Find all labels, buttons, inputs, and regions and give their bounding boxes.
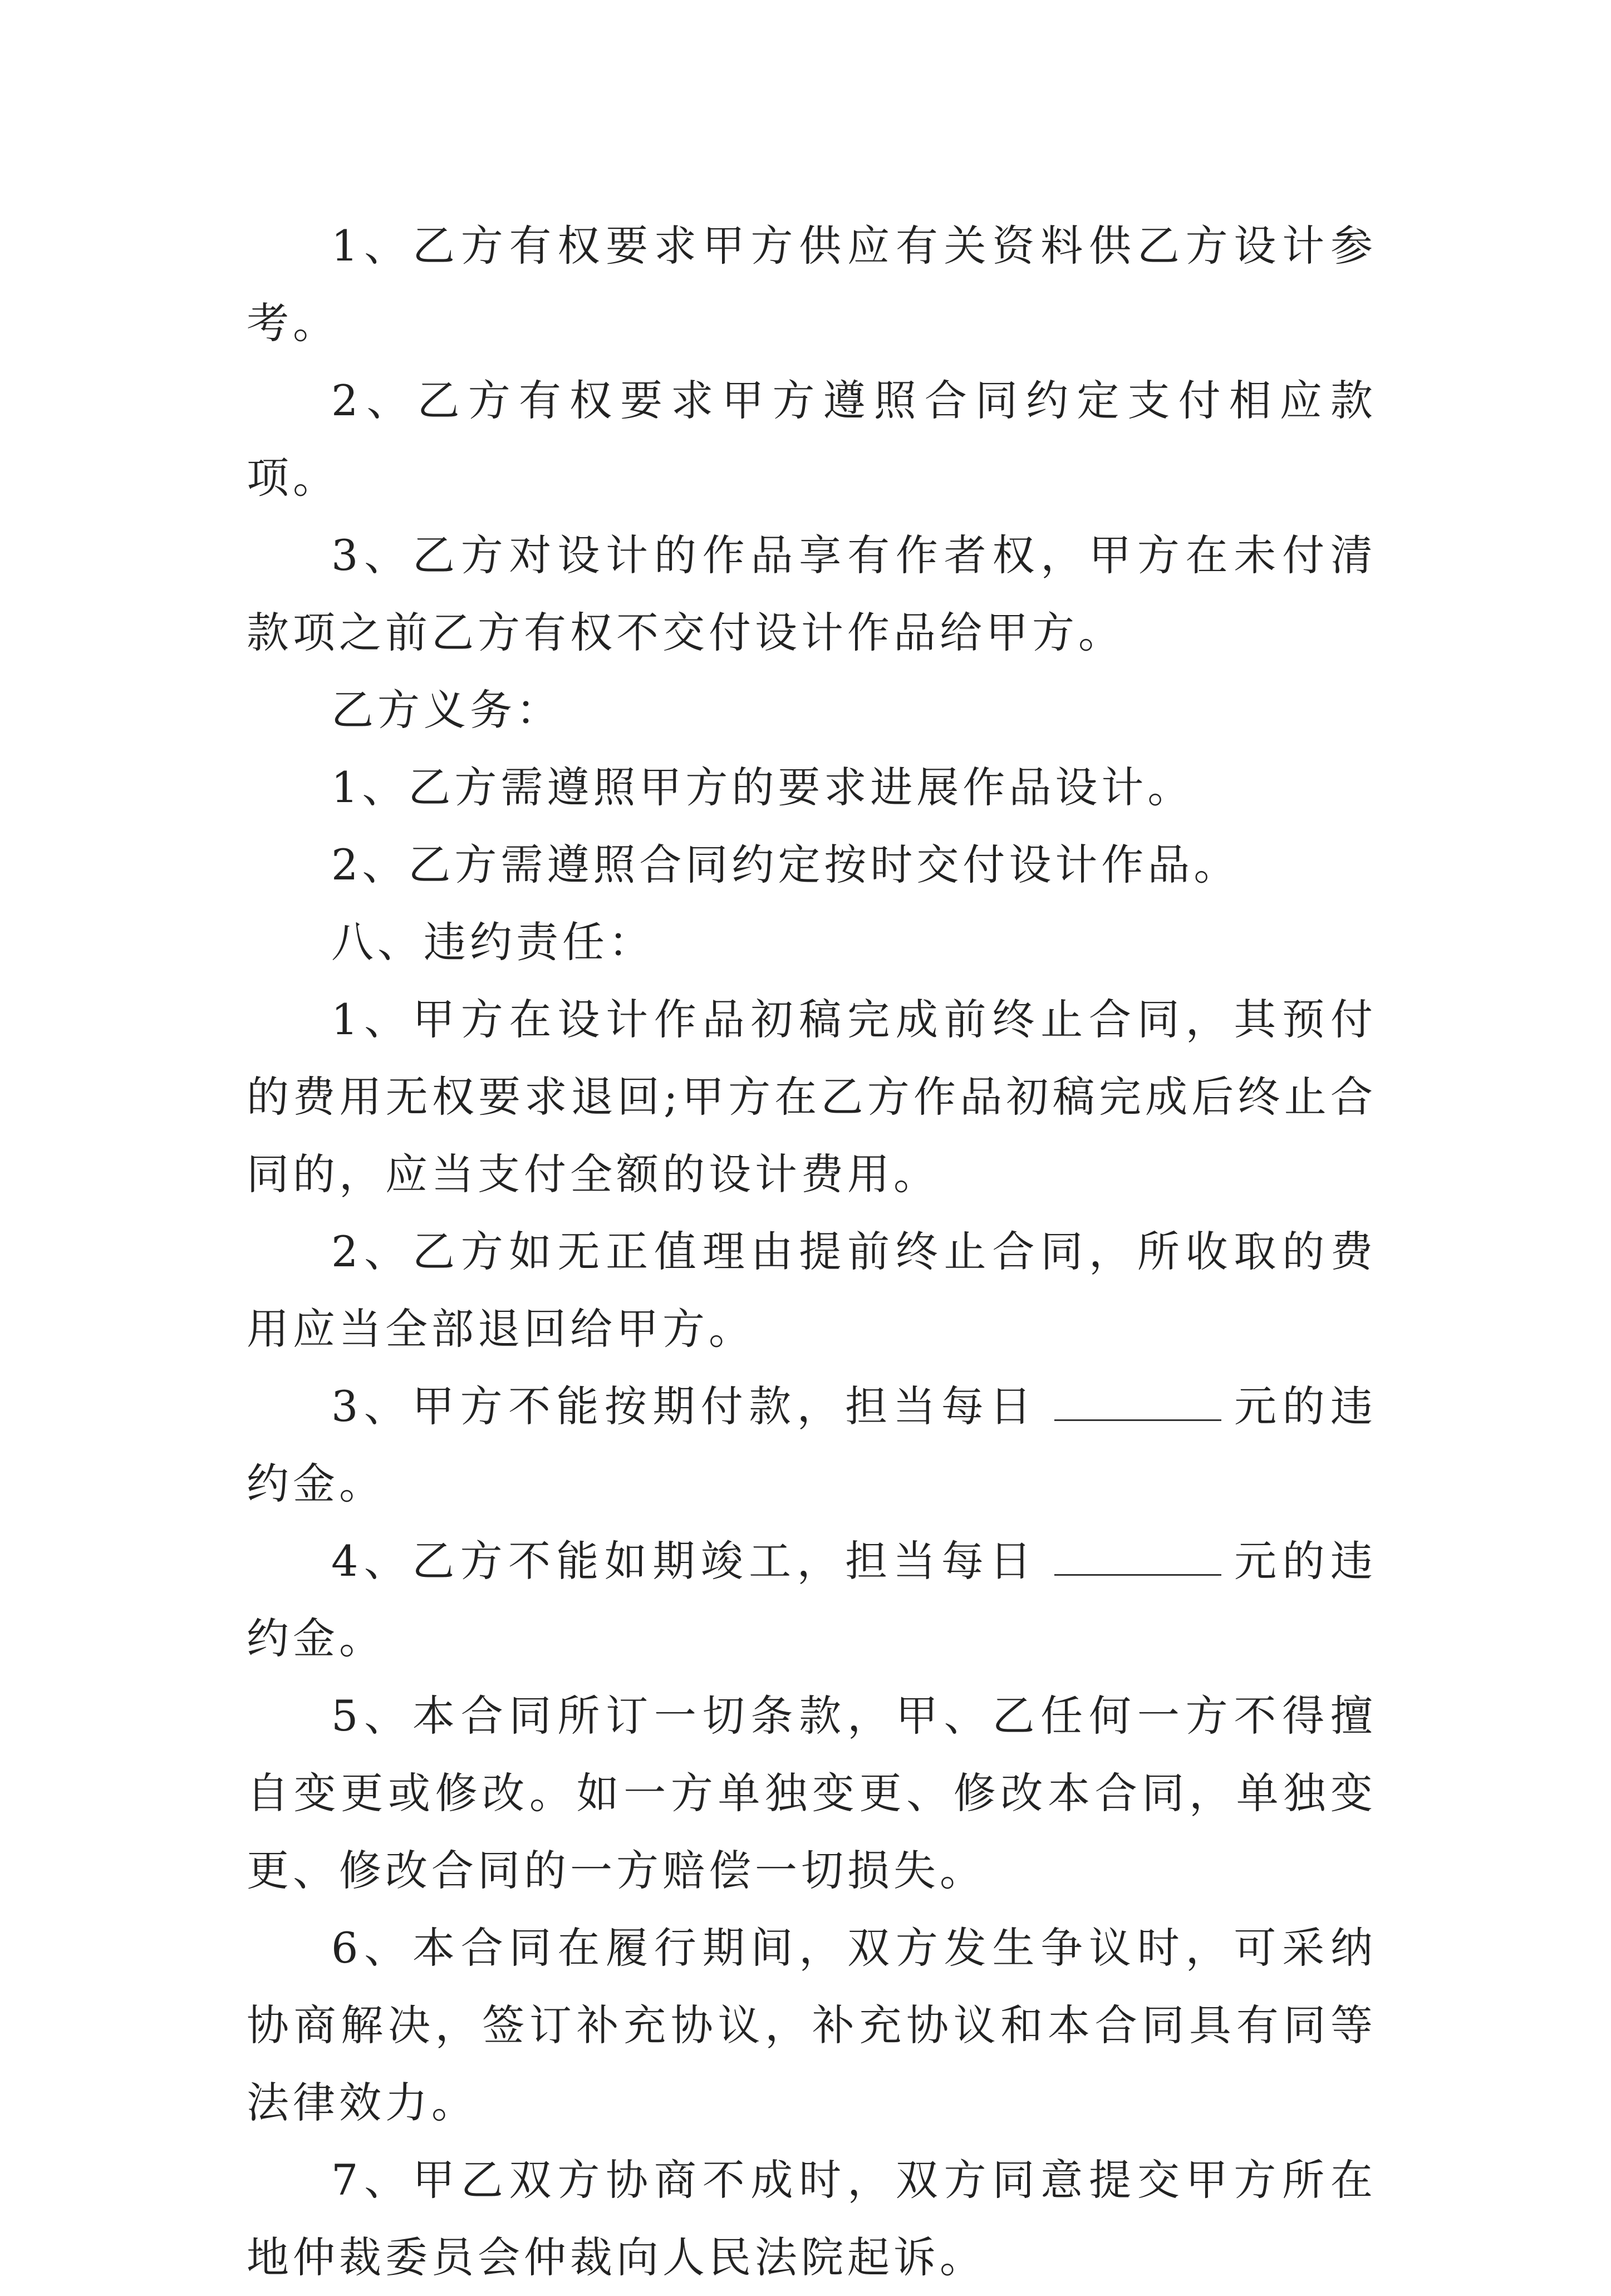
paragraph-liability-7: 7、甲乙双方协商不成时，双方同意提交甲方所在地仲裁委员会仲裁向人民法院起诉。: [247, 2155, 1377, 2282]
paragraph-liability-5: 5、本合同所订一切条款，甲、乙任何一方不得擅自变更或修改。如一方单独变更、修改本合同，单独变更、修改合同的一方赔偿一切损失。: [247, 1691, 1377, 1895]
liability-4-text-before: 4、乙方不能如期竣工，担当每日: [331, 1536, 1038, 1586]
paragraph-liability-1: 1、甲方在设计作品初稿完成前终止合同，其预付的费用无权要求退回;甲方在乙方作品初稿完成后终止合同的，应当支付全额的设计费用。: [247, 995, 1377, 1199]
paragraph-liability-2: 2、乙方如无正值理由提前终止合同，所收取的费用应当全部退回给甲方。: [247, 1227, 1377, 1354]
section-heading-obligations: 乙方义务：: [331, 685, 562, 735]
liability-4-text-after: 元的违约金。: [247, 1536, 1377, 1663]
document-body: [247, 207, 1377, 2296]
paragraph-liability-4: [247, 1522, 1377, 1677]
paragraph-obligation-1: 1、乙方需遵照甲方的要求进展作品设计。: [331, 763, 1194, 812]
paragraph-liability-3: [247, 1368, 1377, 1522]
paragraph-liability-6: 6、本合同在履行期间，双方发生争议时，可采纳协商解决，签订补充协议，补充协议和本合同具有同等法律效力。: [247, 1923, 1377, 2127]
section-heading-liability: 八、违约责任：: [331, 917, 655, 967]
daily-penalty-blank-2: [1054, 1574, 1221, 1576]
paragraph-obligation-2: 2、乙方需遵照合同约定按时交付设计作品。: [331, 840, 1240, 889]
daily-penalty-blank-1: [1054, 1419, 1221, 1421]
paragraph-right-1: 1、乙方有权要求甲方供应有关资料供乙方设计参考。: [247, 221, 1377, 348]
paragraph-right-3: 3、乙方对设计的作品享有作者权，甲方在未付清款项之前乙方有权不交付设计作品给甲方。: [247, 530, 1377, 657]
liability-3-text-after: 元的违约金。: [247, 1381, 1377, 1508]
liability-3-text-before: 3、甲方不能按期付款，担当每日: [331, 1381, 1038, 1431]
paragraph-right-2: 2、乙方有权要求甲方遵照合同约定支付相应款项。: [247, 376, 1377, 503]
